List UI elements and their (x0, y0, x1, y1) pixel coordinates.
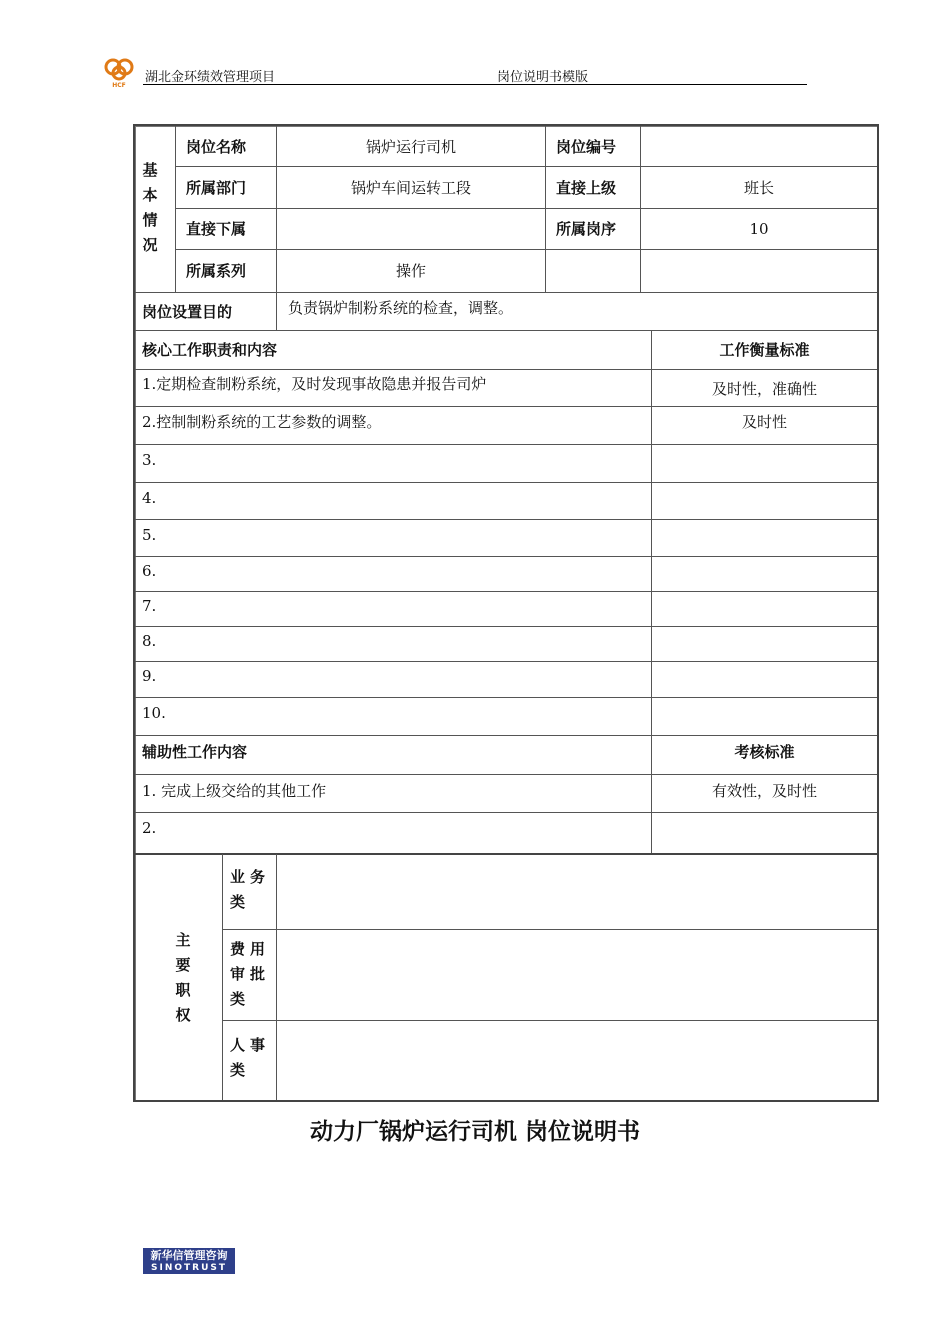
core-row-5-text: 5. (142, 526, 157, 544)
core-standard-header: 工作衡量标准 (719, 341, 810, 359)
core-header: 核心工作职责和内容 (142, 341, 278, 359)
core-row-6-text: 6. (142, 562, 157, 580)
purpose-label: 岗位设置目的 (142, 302, 233, 321)
core-row-1-text: 1.定期检查制粉系统，及时发现事故隐患并报告司炉 (142, 374, 487, 393)
header-rule (143, 84, 807, 85)
svg-text:HCF: HCF (112, 82, 126, 88)
position-name-label: 岗位名称 (186, 137, 247, 156)
aux-standard-header: 考核标准 (734, 743, 795, 761)
department-label: 所属部门 (186, 178, 247, 197)
position-code-value (641, 126, 877, 166)
subordinate-value (276, 208, 546, 249)
core-row-2-standard: 及时性 (741, 412, 787, 431)
core-row-1-standard: 及时性，准确性 (711, 379, 817, 398)
aux-row-2-text: 2. (142, 819, 157, 837)
header-doc-type: 岗位说明书模版 (497, 70, 589, 85)
position-name-value: 锅炉运行司机 (365, 137, 456, 156)
core-row-3-text: 3. (142, 451, 157, 469)
basic-section-label: 基本情况 (142, 161, 158, 254)
company-logo (101, 56, 139, 88)
series-value: 操作 (395, 261, 426, 280)
core-row-7-text: 7. (142, 597, 157, 615)
core-row-10-text: 10. (142, 704, 166, 722)
position-code-label: 岗位编号 (556, 137, 617, 156)
document-title: 动力厂锅炉运行司机 岗位说明书 (309, 1119, 640, 1145)
aux-header: 辅助性工作内容 (142, 743, 248, 761)
aux-row-1-standard: 有效性，及时性 (711, 781, 817, 800)
header-company: 湖北金环绩效管理项目 (145, 70, 276, 85)
superior-label: 直接上级 (556, 178, 617, 197)
sinotrust-logo: 新华信管理咨询 SINOTRUST (143, 1248, 235, 1274)
purpose-text: 负责锅炉制粉系统的检查，调整。 (288, 298, 514, 317)
authority-label: 主要职权 (175, 930, 191, 1024)
authority-expense: 费用审批类 (230, 939, 271, 1008)
authority-business: 业务类 (230, 867, 271, 911)
sequence-label: 所属岗序 (556, 220, 617, 238)
series-label: 所属系列 (186, 261, 247, 280)
authority-personnel: 人事类 (230, 1035, 271, 1079)
superior-value: 班长 (743, 178, 774, 197)
sequence-value: 10 (749, 219, 769, 238)
aux-row-1-text: 1. 完成上级交给的其他工作 (142, 781, 327, 800)
department-value: 锅炉车间运转工段 (350, 178, 471, 197)
subordinate-label: 直接下属 (186, 220, 247, 238)
core-row-2-text: 2.控制制粉系统的工艺参数的调整。 (142, 412, 382, 431)
core-row-4-text: 4. (142, 489, 157, 507)
core-row-8-text: 8. (142, 632, 157, 650)
core-row-9-text: 9. (142, 667, 157, 685)
